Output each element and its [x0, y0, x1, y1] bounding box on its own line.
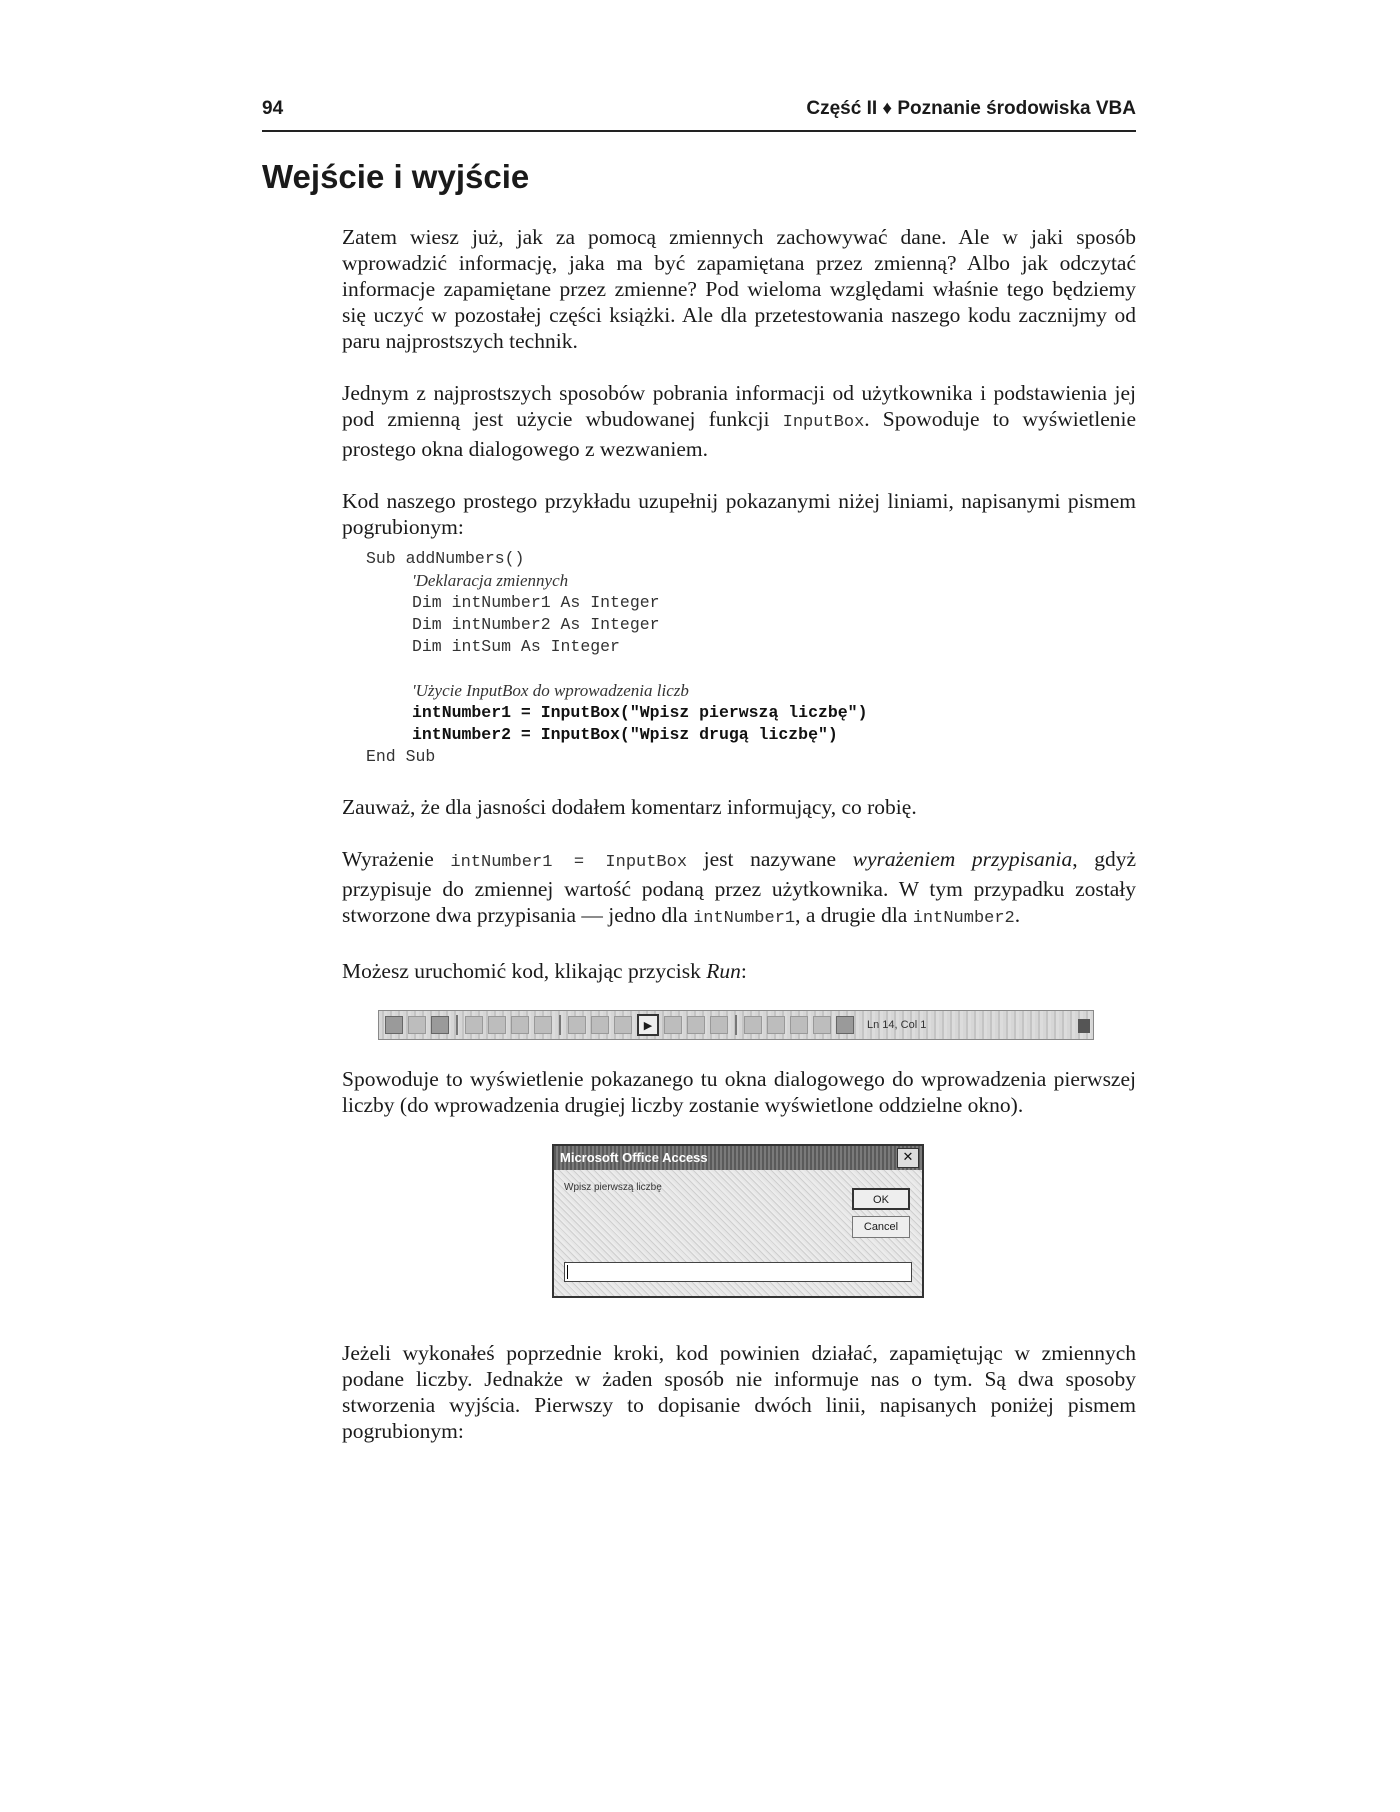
toolbar-grip-icon[interactable]	[1078, 1019, 1090, 1033]
macro-icon[interactable]	[614, 1016, 632, 1034]
inputbox-dialog	[552, 1144, 924, 1298]
code-comment: 'Deklaracja zmiennych	[412, 571, 569, 590]
paragraph-dialog-note: Spowoduje to wyświetlenie pokazanego tu okna dialogowego do wprowadzenia pierwszej liczby (do wprowadzenia drugiej liczby zostanie wyświetlone oddzielne okno).	[342, 1067, 1136, 1117]
undo-icon[interactable]	[568, 1016, 586, 1034]
toolbar-separator	[735, 1015, 737, 1035]
text-run: , a drugie dla	[795, 903, 913, 927]
view-access-icon[interactable]	[385, 1016, 403, 1034]
play-icon: ▶	[643, 1018, 653, 1032]
code-listing	[366, 548, 1136, 768]
paragraph-run	[342, 958, 1136, 984]
text-run: jest nazywane	[687, 847, 853, 871]
save-icon[interactable]	[431, 1016, 449, 1034]
vba-toolbar	[378, 1010, 1094, 1040]
dialog-title: Microsoft Office Access	[560, 1150, 708, 1165]
cursor-position: Ln 14, Col 1	[867, 1019, 927, 1031]
insert-module-icon[interactable]	[408, 1016, 426, 1034]
page-content	[342, 224, 1136, 1470]
text-run: Jednym z najprostszych sposobów pobrania informacji od użytkownika i podstawienia jej pod zmienną jest użycie wbudowanej funkcji	[342, 381, 1136, 431]
cancel-button[interactable]: Cancel	[852, 1216, 910, 1238]
code-line: Dim intNumber2 As Integer	[412, 615, 660, 634]
close-button[interactable]	[897, 1148, 919, 1168]
paragraph-assignment	[342, 846, 1136, 932]
code-blank-line	[366, 658, 1136, 680]
dialog-prompt: Wpisz pierwszą liczbę	[564, 1182, 662, 1193]
reset-icon[interactable]	[687, 1016, 705, 1034]
cut-icon[interactable]	[465, 1016, 483, 1034]
dialog-input-field[interactable]	[564, 1262, 912, 1282]
paste-icon[interactable]	[511, 1016, 529, 1034]
find-icon[interactable]	[534, 1016, 552, 1034]
page-header	[262, 98, 1136, 132]
inline-code-inputbox: InputBox	[782, 413, 865, 432]
text-run: .	[1014, 903, 1021, 927]
text-run: . Spowoduje to wyświetlenie prostego okna dialogowego z wezwaniem.	[342, 407, 1136, 461]
text-run: Wyrażenie	[342, 847, 451, 871]
redo-icon[interactable]	[591, 1016, 609, 1034]
help-icon[interactable]	[836, 1016, 854, 1034]
break-icon[interactable]	[664, 1016, 682, 1034]
properties-icon[interactable]	[767, 1016, 785, 1034]
toolbar-separator	[559, 1015, 561, 1035]
project-explorer-icon[interactable]	[744, 1016, 762, 1034]
code-line: Dim intSum As Integer	[412, 637, 620, 656]
copy-icon[interactable]	[488, 1016, 506, 1034]
inline-code: intNumber2	[912, 909, 1015, 928]
section-title: Wejście i wyjście	[262, 158, 530, 195]
code-line: Sub addNumbers()	[366, 549, 525, 568]
inline-code: intNumber1 = InputBox	[450, 853, 688, 872]
text-run: Możesz uruchomić kod, klikając przycisk	[342, 959, 707, 983]
object-browser-icon[interactable]	[790, 1016, 808, 1034]
paragraph-intro: Zatem wiesz już, jak za pomocą zmiennych zachowywać dane. Ale w jaki sposób wprowadzić informację, jaka ma być zapamiętana przez zmienną? Albo jak odczytać informacje zapamiętane przez zmienne? Pod wieloma względami właśnie tego będziemy się uczyć w pozostałej części książki. Ale dla przetestowania naszego kodu zacznijmy od paru najprostszych technik.	[342, 225, 1136, 353]
toolbar-separator	[456, 1015, 458, 1035]
emphasis: Run	[706, 959, 741, 983]
code-line: End Sub	[366, 747, 436, 766]
text-run: , gdyż przypisuje do zmiennej wartość podaną przez użytkownika. W tym przypadku zostały stworzone dwa przypisania — jedno dla	[342, 847, 1136, 927]
design-mode-icon[interactable]	[710, 1016, 728, 1034]
code-line-bold: intNumber1 = InputBox("Wpisz pierwszą liczbę")	[412, 703, 868, 722]
close-icon: ✕	[902, 1150, 914, 1165]
inline-code: intNumber1	[693, 909, 796, 928]
emphasis: wyrażeniem przypisania	[852, 847, 1073, 871]
code-line: Dim intNumber1 As Integer	[412, 593, 660, 612]
page-number: 94	[262, 98, 284, 119]
code-comment: 'Użycie InputBox do wprowadzenia liczb	[412, 681, 689, 700]
paragraph-code-intro: Kod naszego prostego przykładu uzupełnij pokazanymi niżej liniami, napisanymi pismem pogrubionym:	[342, 489, 1136, 539]
paragraph-inputbox	[342, 380, 1136, 462]
run-button[interactable]	[637, 1014, 659, 1036]
running-head: Część II ♦ Poznanie środowiska VBA	[806, 98, 1136, 119]
dialog-titlebar	[554, 1146, 922, 1170]
text-run: :	[740, 959, 747, 983]
paragraph-comment-note: Zauważ, że dla jasności dodałem komentarz informujący, co robię.	[342, 795, 917, 819]
paragraph-output: Jeżeli wykonałeś poprzednie kroki, kod powinien działać, zapamiętując w zmiennych podane liczby. Jednakże w żaden sposób nie informuje nas o tym. Są dwa sposoby stworzenia wyjścia. Pierwszy to dopisanie dwóch linii, napisanych poniżej pismem pogrubionym:	[342, 1341, 1136, 1443]
code-line-bold: intNumber2 = InputBox("Wpisz drugą liczbę")	[412, 725, 838, 744]
toolbox-icon[interactable]	[813, 1016, 831, 1034]
ok-button[interactable]: OK	[852, 1188, 910, 1210]
